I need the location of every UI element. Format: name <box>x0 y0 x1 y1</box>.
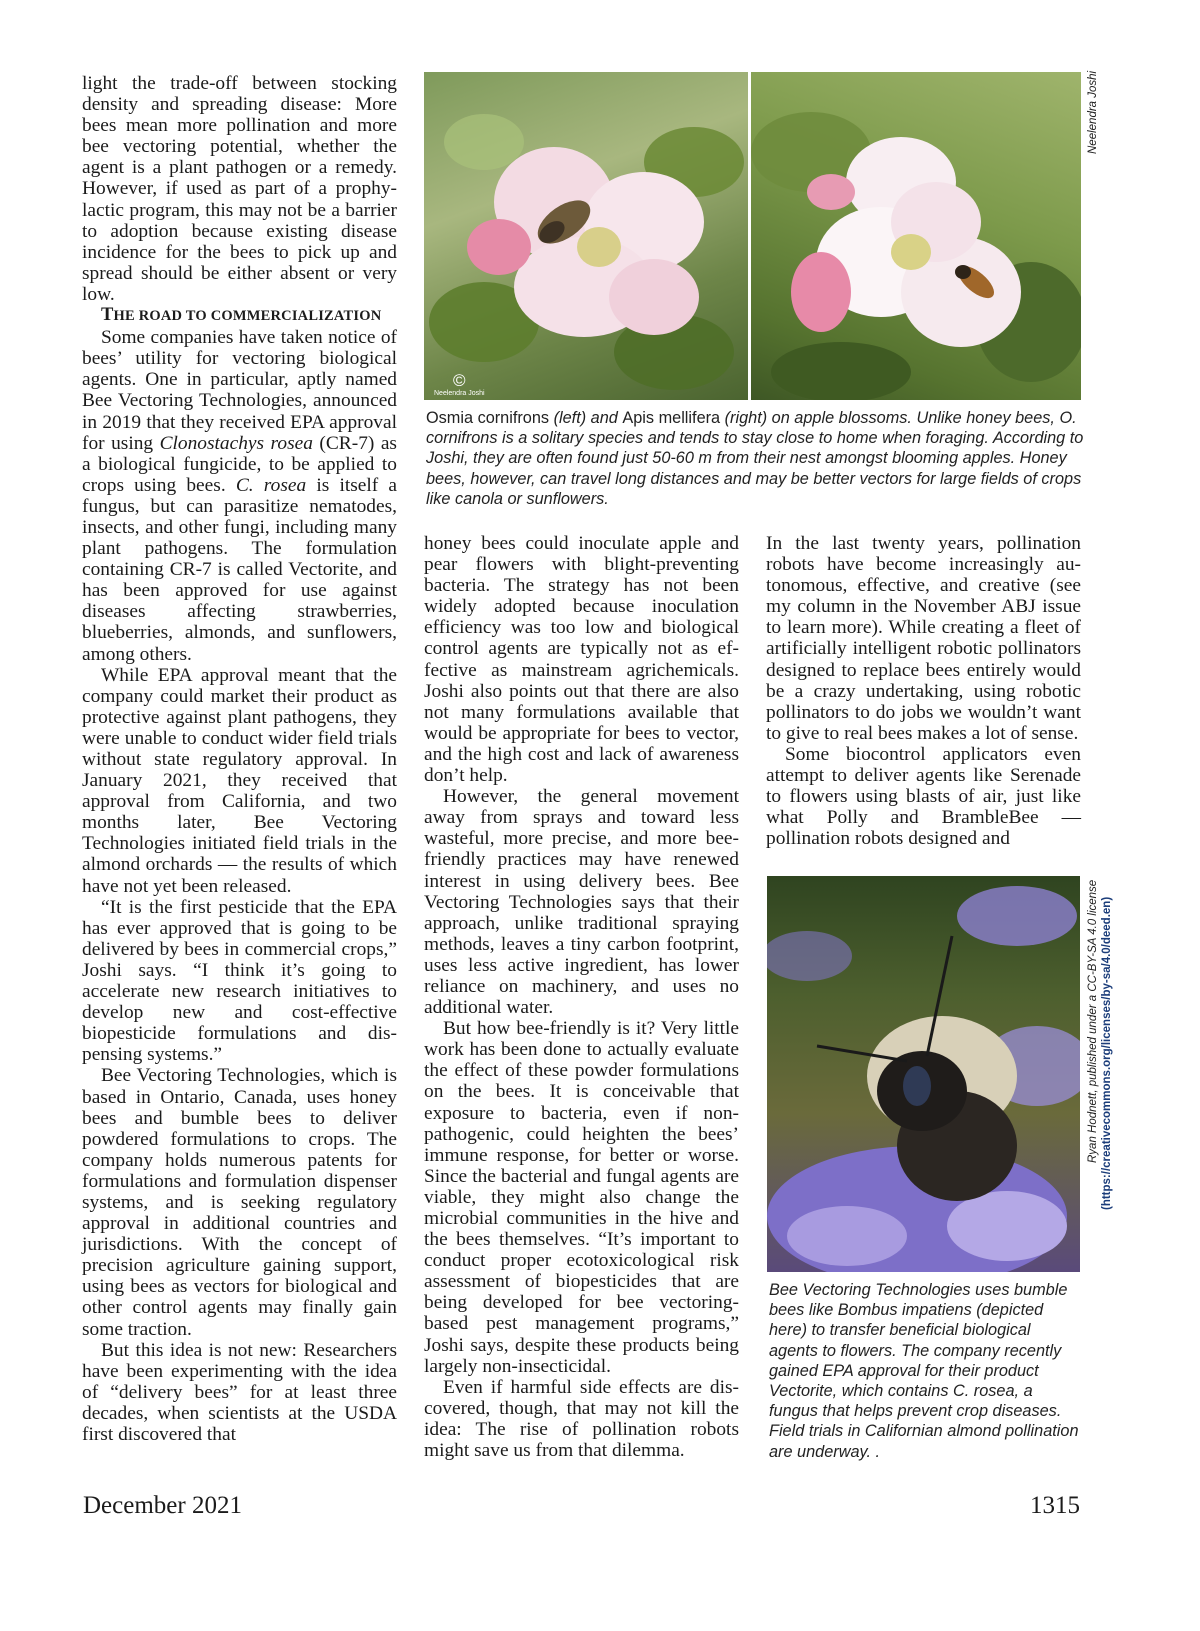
photo-credit: Neelendra Joshi <box>1087 70 1099 154</box>
right-column <box>766 533 1081 849</box>
footer-date: December 2021 <box>83 1492 242 1519</box>
page-number: 1315 <box>1030 1492 1080 1519</box>
photo-credit: Ryan Hodnett, published under a CC-BY-SA 4.0 license <box>1087 879 1099 1163</box>
paragraph: Even if harmful side effects are discovered, though, that may not kill the idea: The rise of pollination robots might save us from that dilemma. <box>424 1376 739 1462</box>
bumble-bee-illustration <box>767 876 1080 1272</box>
license-link[interactable]: (https://creativecommons.org/licenses/by-sa/4.0/deed.en) <box>1101 896 1113 1210</box>
paragraph: But how bee-friendly is it? Very little work has been done to actually evaluate the effect of these powder formulations on the bees. It is conceivable that exposure to bacteria, even if nonpathogenic, could heighten the bees’ immune response, for better or worse. Since the bacterial and fungal agents are viable, they might also change the microbial communities in the hive and the bees themselves. “It’s important to conduct proper ecotoxicological risk assessment of biopesticides that are being developed for bee vectoring-based pest management programs,” Joshi says, despite these products being largely non-insecticidal. <box>424 1018 739 1377</box>
photo-osmia-apple-blossom <box>424 72 748 400</box>
left-column <box>82 73 397 1445</box>
paragraph: Some biocontrol applicators even attempt to deliver agents like Serenade to flowers using blasts of air, just like what Polly and BrambleBee — pollination robots designed and <box>766 743 1081 850</box>
species-name: C. rosea <box>235 474 307 496</box>
paragraph: Some companies have taken notice of bees’ utility for vectoring biological agents. One in particular, aptly named Bee Vectoring Technologies, announced in 2019 that they received EPA approval for using Clonostachys rosea (CR-7) as a biological fungicide, to be applied to crops using bees. C. rosea is itself a fungus, but can parasitize nematodes, insects, and other fungi, including many plant pathogens. The formulation containing CR-7 is called Vectorite, and has been approved for use against diseases affecting strawberries, blueberries, almonds, and sunflowers, among others. <box>82 327 397 665</box>
paragraph: But this idea is not new: Researchers have been experimenting with the idea of “delivery bees” for at least three decades, when scientists at the USDA first discovered that <box>82 1339 397 1445</box>
flower-illustration <box>751 72 1081 400</box>
species-name: Clonostachys rosea <box>159 432 313 454</box>
middle-column <box>424 533 739 1461</box>
flower-illustration <box>424 72 748 400</box>
paragraph: However, the general movement away from sprays and toward less wasteful, more precise, and more bee-friendly practices may have renewed interest in using delivery bees. Bee Vectoring Technologies says that their approach, unlike traditional spraying methods, leaves a tiny carbon footprint, uses less active ingredient, has lower reliance on machinery, and uses no additional water. <box>424 786 739 1019</box>
paragraph: In the last twenty years, pollination robots have become increasingly autonomous, effective, and creative (see my column in the November ABJ issue to learn more). While creating a fleet of artificially intelligent robotic pollinators designed to replace bees entirely would be a crazy undertaking, using robotic pollinators to do jobs we wouldn’t want to give to real bees makes a lot of sense. <box>766 533 1081 744</box>
paragraph: Bee Vectoring Technologies, which is based in Ontario, Canada, uses honey bees and bumble bees to deliver powdered formulations to crops. The company holds numerous patents for formulations and formulation dispenser systems, and is seeking regulatory approval in additional countries and jurisdictions. With the concept of precision agriculture gaining support, using bees as vectors for biological and other control agents may finally gain some traction. <box>82 1065 397 1340</box>
section-heading: THE ROAD TO COMMERCIALIZATION <box>101 305 382 326</box>
paragraph: “It is the first pesticide that the EPA has ever approved that is going to be delivered by bees in commercial crops,” Joshi says. “I think it’s going to accelerate new research initiatives to develop new and cost-effective biopesticide formulations and dispensing systems.” <box>82 896 397 1066</box>
figure-caption-bumble: Bee Vectoring Technologies uses bumble bees like Bombus impatiens (depicted here) to transfer beneficial biological agents to flowers. The company recently gained EPA approval for their product Vectorite, which contains C. rosea, a fungus that helps prevent crop diseases. Field trials in Californian almond pollination are underway. . <box>769 1281 1079 1461</box>
paragraph: light the trade-off between stocking density and spreading disease: More bees mean more pollination and more bee vectoring potential, whether the agent is a plant pathogen or a remedy. However, if used as part of a prophylactic program, this may not be a barrier to adoption because existing disease incidence for the bees to pick up and spread should be either absent or very low. <box>82 73 397 305</box>
paragraph: While EPA approval meant that the company could market their product as protective against plant pathogens, they were unable to conduct wider field trials without state regulatory approval. In January 2021, they received that approval from California, and two months later, Bee Vectoring Technologies initiated field trials in the almond orchards — the results of which have not yet been released. <box>82 664 397 897</box>
figure-caption-apple: Osmia cornifrons (left) and Apis mellifera (right) on apple blossoms. Unlike honey bees, O. cornifrons is a solitary species and tends to stay close to home when foraging. According to Joshi, they are often found just 50-60 m from their nest amongst blooming apples. Honey bees, however, can travel long distances and may be better vectors for large fields of crops like canola or sunflowers. <box>426 409 1084 508</box>
paragraph: honey bees could inoculate apple and pear flowers with blight-preventing bacteria. The strategy has not been widely adopted because inoculation efficiency was too low and biological control agents are typically not as effective as mainstream agrichemicals. Joshi also points out that there are also not many formulations available that would be appropriate for bees to vector, and the high cost and lack of awareness don’t help. <box>424 533 739 787</box>
photo-apis-apple-blossom <box>751 72 1081 400</box>
photo-watermark: © Neelendra Joshi <box>434 371 485 397</box>
photo-bumble-bee <box>767 876 1080 1272</box>
